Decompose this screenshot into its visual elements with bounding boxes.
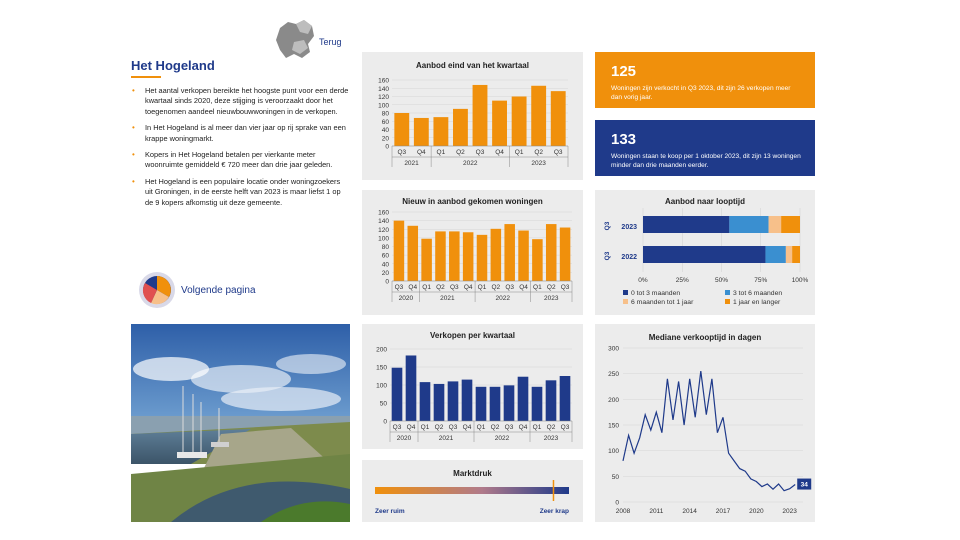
stacked-bar-segment	[792, 246, 800, 263]
x-tick-label: Q2	[491, 284, 501, 291]
bar	[518, 377, 529, 421]
looptijd-chart-panel	[595, 190, 815, 315]
x-tick-label: Q1	[532, 424, 542, 431]
x-tick-label: Q3	[448, 424, 458, 431]
legend-swatch	[623, 290, 628, 295]
gauge-left-label: Zeer ruim	[375, 508, 405, 515]
x-tick-label: 25%	[675, 277, 689, 284]
bar	[462, 380, 473, 421]
y-tick-label: 20	[381, 135, 389, 143]
x-tick-label: Q3	[392, 424, 402, 431]
bar	[392, 368, 403, 421]
x-tick-label: Q3	[504, 424, 514, 431]
legend-swatch	[725, 299, 730, 304]
year-label: 2020	[398, 295, 414, 302]
year-label: 2021	[404, 160, 419, 167]
x-tick-label: Q2	[456, 149, 465, 156]
bar	[518, 231, 529, 281]
aanbod-chart-panel	[362, 52, 583, 180]
y-tick-label: 0	[615, 499, 619, 507]
y-tick-label: 0	[385, 143, 389, 151]
x-tick-label: 2008	[615, 508, 631, 515]
year-label: 2022	[462, 160, 478, 167]
y-tick-label: 100	[376, 382, 387, 390]
bar	[546, 380, 557, 421]
x-tick-label: 50%	[714, 277, 729, 284]
x-tick-label: 75%	[754, 277, 768, 284]
bar	[504, 224, 515, 281]
x-tick-label: Q3	[553, 149, 563, 156]
marktdruk-gauge	[362, 460, 583, 522]
x-tick-label: Q4	[518, 424, 528, 431]
x-tick-label: Q1	[436, 149, 446, 156]
bar	[463, 232, 474, 281]
legend-label: 3 tot 6 maanden	[733, 290, 783, 297]
x-tick-label: 2011	[649, 508, 664, 515]
y-tick-label: 250	[608, 371, 619, 379]
bar	[546, 224, 557, 281]
x-tick-label: 2014	[682, 508, 697, 515]
x-tick-label: 2017	[715, 508, 731, 515]
legend-label: 1 jaar en langer	[733, 299, 781, 306]
x-tick-label: Q3	[560, 424, 570, 431]
y-tick-label: 0	[383, 418, 387, 426]
kpi-sales-text: Woningen zijn verkocht in Q3 2023, dit zijn 26 verkopen meer dan vorig jaar.	[611, 85, 791, 101]
x-tick-label: 0%	[638, 277, 648, 284]
last-value-label: 34	[800, 481, 808, 489]
x-tick-label: Q2	[534, 149, 544, 156]
stacked-bar-segment	[786, 246, 792, 263]
y-tick-label: 140	[378, 85, 389, 93]
bar	[394, 221, 405, 281]
bullet-list	[131, 86, 349, 214]
bar	[449, 231, 460, 281]
stacked-bar-segment	[643, 216, 729, 233]
y-tick-label: 80	[381, 244, 389, 251]
gauge-right-label: Zeer krap	[539, 508, 569, 515]
bar	[477, 235, 488, 281]
kpi-sales-card	[595, 52, 815, 108]
gauge-bar	[375, 487, 569, 494]
x-tick-label: Q2	[436, 284, 445, 291]
stacked-bar-segment	[729, 216, 768, 233]
back-label: Terug	[319, 37, 342, 47]
bar	[433, 117, 448, 146]
y-tick-label: 150	[376, 364, 387, 372]
year-label: 2021	[440, 295, 455, 302]
x-tick-label: Q4	[462, 424, 472, 431]
kpi-stock-text: Woningen staan te koop per 1 oktober 2023, dit zijn 13 woningen minder dan drie maanden eerder.	[611, 153, 801, 169]
next-page-label: Volgende pagina	[181, 285, 256, 296]
x-tick-label: Q3	[394, 284, 404, 291]
y-tick-label: 40	[381, 261, 389, 269]
bar	[434, 384, 445, 421]
x-tick-label: Q2	[434, 424, 444, 431]
nieuw-chart-title: Nieuw in aanbod gekomen woningen	[402, 197, 543, 206]
verkooptijd-chart	[595, 324, 815, 522]
bar	[420, 382, 431, 421]
bar	[448, 381, 459, 421]
x-tick-label: Q1	[533, 284, 542, 291]
marktdruk-panel	[362, 460, 583, 522]
x-tick-label: Q3	[475, 149, 485, 156]
year-label: 2021	[438, 435, 454, 442]
looptijd-chart	[595, 190, 815, 315]
next-page-link[interactable]	[137, 270, 287, 310]
x-tick-label: Q1	[422, 284, 431, 291]
stacked-bar-segment	[769, 216, 782, 233]
bar	[473, 85, 488, 146]
y-tick-label: 160	[378, 77, 389, 85]
x-tick-label: Q4	[495, 149, 504, 156]
y-tick-label: 50	[379, 400, 387, 408]
harbour-photo	[131, 324, 350, 522]
looptijd-chart-title: Aanbod naar looptijd	[665, 197, 745, 206]
y-tick-label: 120	[378, 226, 389, 234]
y-tick-label: 60	[381, 252, 389, 260]
bar	[406, 355, 417, 421]
bar	[490, 387, 501, 421]
bar	[414, 118, 429, 146]
year-label: 2020	[396, 435, 412, 442]
x-tick-label: Q4	[463, 284, 473, 291]
category-label: 2023	[621, 224, 637, 231]
x-tick-label: Q4	[406, 424, 416, 431]
bar	[421, 239, 432, 281]
bar	[531, 86, 546, 146]
bar	[476, 387, 487, 421]
y-tick-label: 20	[381, 269, 389, 277]
aanbod-chart-title: Aanbod eind van het kwartaal	[416, 61, 529, 70]
verkooptijd-chart-panel	[595, 324, 815, 522]
y-tick-label: 300	[608, 345, 619, 353]
x-tick-label: Q1	[476, 424, 486, 431]
category-prefix: Q3	[604, 221, 611, 231]
series-line	[623, 371, 795, 491]
legend-label: 0 tot 3 maanden	[631, 290, 681, 297]
x-tick-label: Q1	[420, 424, 430, 431]
x-tick-label: Q4	[416, 149, 426, 156]
y-tick-label: 100	[608, 448, 619, 456]
bar	[560, 228, 571, 281]
y-tick-label: 80	[381, 110, 389, 118]
nieuw-chart-panel	[362, 190, 583, 315]
stacked-bar-segment	[643, 246, 765, 263]
kpi-sales-value: 125	[611, 63, 637, 80]
bullet-item: • Het aantal verkopen bereikte het hoogste punt voor een derde kwartaal sinds 2020, deze stijging is veroorzaakt door het toegenomen aandeel nieuwbouwwoningen in de verkopen.	[132, 86, 349, 116]
x-tick-label: Q1	[514, 149, 524, 156]
x-tick-label: Q2	[546, 284, 556, 291]
bullet-item: • Het Hogeland is een populaire locatie onder woningzoekers uit Groningen, in de eerste helft van 2023 is maar liefst 1 op de 9 kopers afkomstig uit deze gemeente.	[132, 176, 341, 207]
back-link[interactable]	[274, 18, 354, 62]
bar	[532, 387, 543, 421]
verkopen-chart-title: Verkopen per kwartaal	[430, 331, 515, 340]
x-tick-label: Q3	[505, 284, 515, 291]
y-tick-label: 60	[381, 118, 389, 126]
bar	[504, 385, 515, 421]
verkooptijd-chart-title: Mediane verkooptijd in dagen	[648, 333, 762, 342]
stacked-bar-segment	[781, 216, 800, 233]
category-prefix: Q3	[604, 251, 611, 261]
bar	[560, 376, 571, 421]
x-tick-label: Q2	[546, 424, 556, 431]
legend-swatch	[623, 299, 628, 304]
bullet-item: • In Het Hogeland is al meer dan vier jaar op rij sprake van een krappe woningmarkt.	[132, 123, 346, 143]
region-map-icon	[274, 18, 316, 62]
bar	[532, 239, 543, 281]
y-tick-label: 160	[378, 209, 389, 217]
year-label: 2023	[543, 435, 559, 442]
year-label: 2022	[495, 295, 511, 302]
x-tick-label: Q2	[490, 424, 500, 431]
bar	[453, 109, 468, 146]
x-tick-label: Q4	[519, 284, 528, 291]
year-label: 2022	[494, 435, 510, 442]
year-label: 2023	[543, 295, 559, 302]
legend-swatch	[725, 290, 730, 295]
year-label: 2023	[531, 160, 546, 167]
stacked-bar-segment	[765, 246, 785, 263]
y-tick-label: 100	[378, 102, 389, 110]
nieuw-chart	[362, 190, 583, 315]
bar	[394, 113, 409, 146]
verkopen-chart-panel	[362, 324, 583, 449]
y-tick-label: 200	[608, 396, 619, 404]
kpi-stock-value: 133	[611, 131, 637, 148]
x-tick-label: 2020	[749, 508, 764, 515]
y-tick-label: 50	[611, 473, 619, 481]
bar	[512, 97, 527, 147]
category-label: 2022	[621, 254, 637, 261]
y-tick-label: 200	[376, 346, 387, 354]
y-tick-label: 100	[378, 235, 389, 243]
x-tick-label: Q3	[397, 149, 407, 156]
x-tick-label: Q3	[560, 284, 570, 291]
legend-label: 6 maanden tot 1 jaar	[631, 299, 694, 306]
pie-chart-icon	[137, 270, 177, 310]
kpi-stock-card	[595, 120, 815, 176]
x-tick-label: Q4	[408, 284, 418, 291]
aanbod-chart	[362, 52, 583, 180]
bar	[551, 91, 566, 146]
y-tick-label: 120	[378, 94, 389, 101]
bar	[491, 229, 502, 281]
marktdruk-title: Marktdruk	[453, 469, 492, 478]
x-tick-label: Q3	[449, 284, 459, 291]
y-tick-label: 0	[385, 278, 389, 286]
x-tick-label: 2023	[782, 508, 797, 515]
verkopen-chart	[362, 324, 583, 449]
title-underline	[131, 76, 161, 78]
bullet-item: • Kopers in Het Hogeland betalen per vierkante meter woonruimte gemiddeld € 720 meer dan drie jaar geleden.	[132, 150, 333, 170]
y-tick-label: 150	[608, 422, 619, 430]
page-title: Het Hogeland	[131, 58, 215, 73]
x-tick-label: Q1	[477, 284, 487, 291]
y-tick-label: 140	[378, 218, 389, 226]
bar	[435, 231, 446, 281]
x-tick-label: 100%	[791, 277, 809, 284]
bar	[408, 226, 419, 281]
bar	[492, 101, 507, 146]
y-tick-label: 40	[381, 127, 389, 134]
